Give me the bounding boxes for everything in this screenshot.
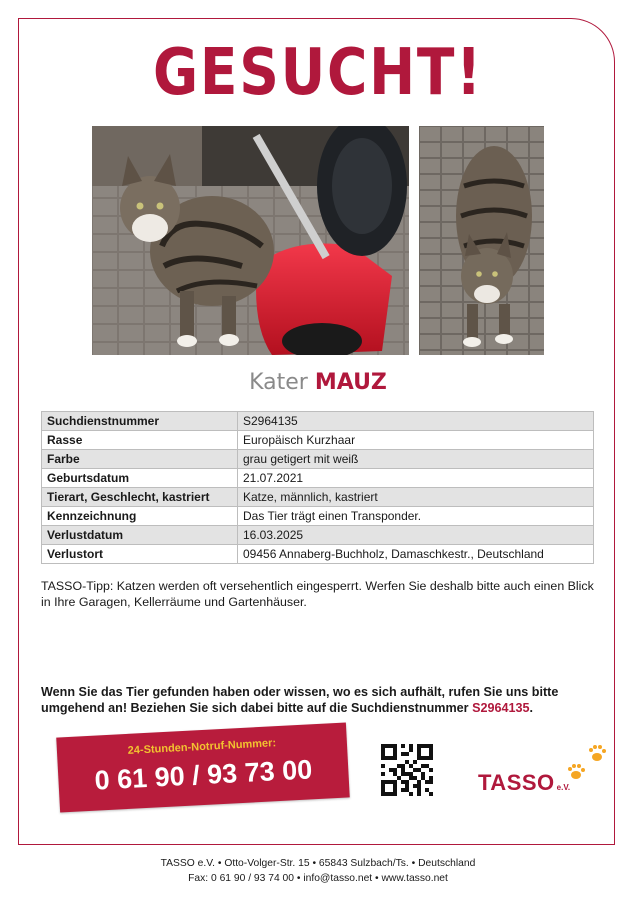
table-row — [42, 545, 594, 564]
detail-key: Tierart, Geschlecht, kastriert — [42, 488, 238, 507]
detail-value: 21.07.2021 — [238, 469, 594, 488]
paw-prints-icon — [563, 744, 611, 784]
table-row — [42, 431, 594, 450]
detail-value: S2964135 — [238, 412, 594, 431]
detail-key: Farbe — [42, 450, 238, 469]
detail-key: Suchdienstnummer — [42, 412, 238, 431]
detail-value: 09456 Annaberg-Buchholz, Damaschkestr., Deutschland — [238, 545, 594, 564]
footer — [0, 856, 636, 886]
table-row — [42, 488, 594, 507]
detail-value: Katze, männlich, kastriert — [238, 488, 594, 507]
qr-code-icon[interactable] — [381, 744, 433, 796]
table-row — [42, 507, 594, 526]
detail-key: Verlustdatum — [42, 526, 238, 545]
poster-title: GESUCHT! — [153, 36, 483, 110]
tasso-tip: TASSO-Tipp: Katzen werden oft versehentlich eingesperrt. Werfen Sie deshalb bitte auch einen Blick in Ihre Garagen, Kellerräume und Gartenhäuser. — [41, 579, 594, 609]
cat-photo-right — [419, 126, 544, 355]
pet-name-value: MAUZ — [314, 370, 387, 395]
detail-key: Kennzeichnung — [42, 507, 238, 526]
table-row — [42, 412, 594, 431]
cat-photo-left — [92, 126, 409, 355]
detail-key: Rasse — [42, 431, 238, 450]
pet-name — [0, 370, 636, 395]
cta-number: S2964135 — [472, 701, 530, 715]
tasso-brand: TASSO — [478, 770, 555, 795]
cta-end: . — [529, 701, 534, 715]
table-row — [42, 469, 594, 488]
hotline-number[interactable]: 0 61 90 / 93 73 00 — [93, 754, 313, 796]
tasso-logo — [478, 770, 570, 796]
detail-value: grau getigert mit weiß — [238, 450, 594, 469]
detail-value: 16.03.2025 — [238, 526, 594, 545]
detail-key: Geburtsdatum — [42, 469, 238, 488]
call-to-action — [41, 684, 601, 716]
detail-value: Europäisch Kurzhaar — [238, 431, 594, 450]
hotline-banner — [56, 722, 350, 812]
detail-key: Verlustort — [42, 545, 238, 564]
table-row — [42, 526, 594, 545]
details-table — [41, 411, 594, 564]
cta-text: Wenn Sie das Tier gefunden haben oder wissen, wo es sich aufhält, rufen Sie uns bitte umgehend an! Beziehen Sie sich dabei bitte auf die Suchdienstnummer — [41, 685, 559, 715]
footer-address: TASSO e.V. • Otto-Volger-Str. 15 • 65843 Sulzbach/Ts. • Deutschland — [160, 858, 476, 869]
detail-value: Das Tier trägt einen Transponder. — [238, 507, 594, 526]
table-row — [42, 450, 594, 469]
pet-name-label: Kater — [249, 370, 308, 395]
footer-contact: Fax: 0 61 90 / 93 74 00 • info@tasso.net • www.tasso.net — [188, 873, 448, 884]
tasso-suffix: e.V. — [556, 783, 571, 792]
hotline-label: 24-Stunden-Notruf-Nummer: — [127, 737, 277, 757]
